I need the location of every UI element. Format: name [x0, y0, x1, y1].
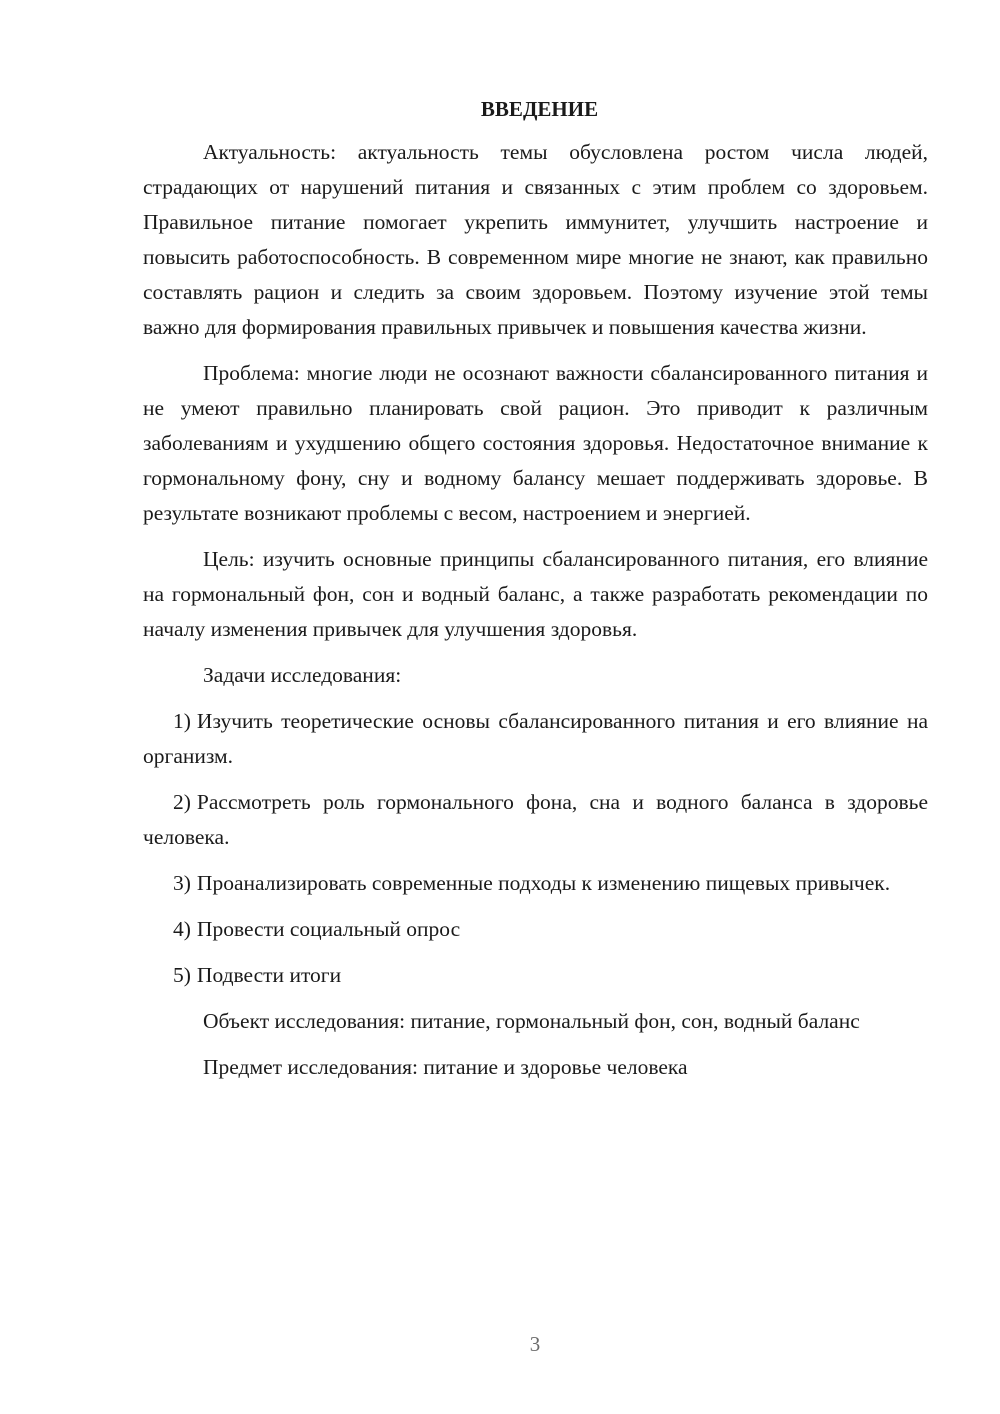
- task-number: 5): [173, 963, 191, 987]
- task-text: Изучить теоретические основы сбалансированного питания и его влияние на организм.: [143, 709, 928, 768]
- task-number: 2): [173, 790, 191, 814]
- task-item: [143, 912, 928, 947]
- task-text: Рассмотреть роль гормонального фона, сна и водного баланса в здоровье человека.: [143, 790, 928, 849]
- task-item: [143, 785, 928, 855]
- goal-paragraph: Цель: изучить основные принципы сбалансированного питания, его влияние на гормональный фон, сон и водный баланс, а также разработать рекомендации по началу изменения привычек для улучшения здоровья.: [143, 547, 928, 641]
- task-text: Подвести итоги: [196, 963, 342, 987]
- task-item: [143, 866, 928, 901]
- page-number: 3: [529, 1332, 541, 1356]
- task-number: 4): [173, 917, 191, 941]
- task-text: Проанализировать современные подходы к изменению пищевых привычек.: [196, 871, 891, 895]
- task-text: Провести социальный опрос: [196, 917, 461, 941]
- task-number: 1): [173, 709, 191, 733]
- task-number: 3): [173, 871, 191, 895]
- subject-paragraph: Предмет исследования: питание и здоровье человека: [203, 1055, 688, 1079]
- object-paragraph: Объект исследования: питание, гормональный фон, сон, водный баланс: [203, 1009, 860, 1033]
- task-item: [143, 958, 928, 993]
- relevance-paragraph: Актуальность: актуальность темы обусловлена ростом числа людей, страдающих от нарушений питания и связанных с этим проблем со здоровьем. Правильное питание помогает укрепить иммунитет, улучшить настроение и повысить работоспособность. В современном мире многие не знают, как правильно составлять рацион и следить за своим здоровьем. Поэтому изучение этой темы важно для формирования правильных привычек и повышения качества жизни.: [143, 140, 928, 339]
- page-content: [143, 92, 928, 1096]
- section-title: ВВЕДЕНИЕ: [480, 97, 599, 121]
- task-item: [143, 704, 928, 774]
- problem-paragraph: Проблема: многие люди не осознают важности сбалансированного питания и не умеют правильно планировать свой рацион. Это приводит к различным заболеваниям и ухудшению общего состояния здоровья. Недостаточное внимание к гормональному фону, сну и водному балансу мешает поддерживать здоровье. В результате возникают проблемы с весом, настроением и энергией.: [143, 361, 928, 525]
- tasks-heading: Задачи исследования:: [203, 663, 402, 687]
